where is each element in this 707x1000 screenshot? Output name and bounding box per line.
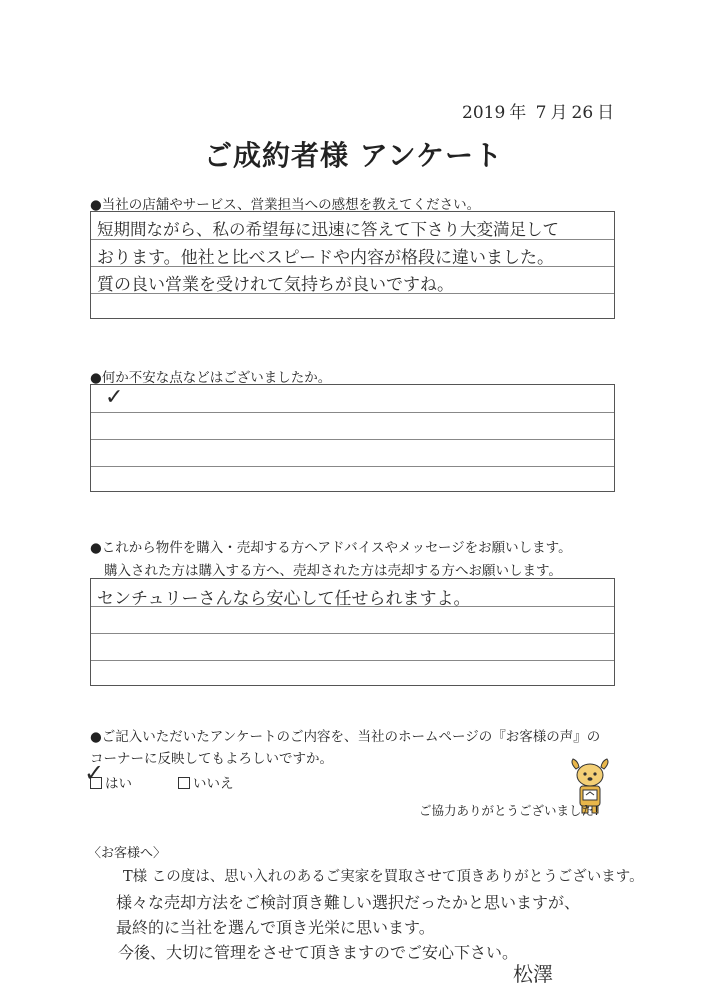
answer-1-line-1: 短期間ながら、私の希望毎に迅速に答えて下さり大変満足して [97,220,559,239]
ruled-line [91,660,614,661]
thanks-message: ご協力ありがとうございました! [419,803,600,818]
date-year-unit: 年 [509,103,527,123]
question-3: ●これから物件を購入・売却する方へアドバイスやメッセージをお願いします。 [90,540,572,556]
answer-2-check-mark: ✓ [105,385,124,410]
question-1: ●当社の店舗やサービス、営業担当への感想を教えてください。 [90,197,481,213]
option-no-label: いいえ [193,776,234,792]
answer-box-1 [90,211,615,319]
staff-message-line-3: 最終的に当社を選んで頂き光栄に思います。 [116,918,435,937]
checkbox-no[interactable] [178,777,190,789]
survey-date [462,98,618,123]
yes-check-mark: ✓ [84,759,105,787]
answer-3: センチュリーさんなら安心して任せられますよ。 [97,589,471,609]
ruled-line [91,439,614,440]
question-3-note: 購入された方は購入する方へ、売却された方は売却する方へお願いします。 [104,563,562,579]
staff-signature: 松澤 [513,962,553,986]
date-day-unit: 日 [597,103,615,123]
answer-1-line-3: 質の良い営業を受けれて気持ちが良いですね。 [97,275,454,295]
question-2: ●何か不安な点などはございましたか。 [90,370,332,386]
ruled-line [91,412,614,413]
staff-message-line-4: 今後、大切に管理をさせて頂きますのでご安心下さい。 [118,943,519,962]
date-month: 7 [535,103,547,123]
date-day: 26 [571,103,594,123]
date-month-unit: 月 [550,103,568,123]
date-year: 2019 [462,103,506,123]
option-yes-label: はい [105,776,132,792]
ruled-line [91,633,614,634]
option-no[interactable] [178,772,234,792]
staff-message-line-1: T様 この度は、思い入れのあるご実家を買取させて頂きありがとうございます。 [123,869,644,885]
question-4-line-2: コーナーに反映してもよろしいですか。 [90,751,333,767]
staff-message-line-2: 様々な売却方法をご検討頂き難しい選択だったかと思いますが、 [116,893,581,912]
answer-box-2 [90,384,615,492]
answer-1-line-2: おります。他社と比べスピードや内容が格段に違いました。 [97,248,554,268]
page-title: ご成約者様 アンケート [203,139,504,172]
ruled-line [91,466,614,467]
question-4: ●ご記入いただいたアンケートのご内容を、当社のホームページの『お客様の声』の [90,729,601,745]
answer-box-3 [90,578,615,686]
staff-message-heading: 〈お客様へ〉 [88,846,167,861]
